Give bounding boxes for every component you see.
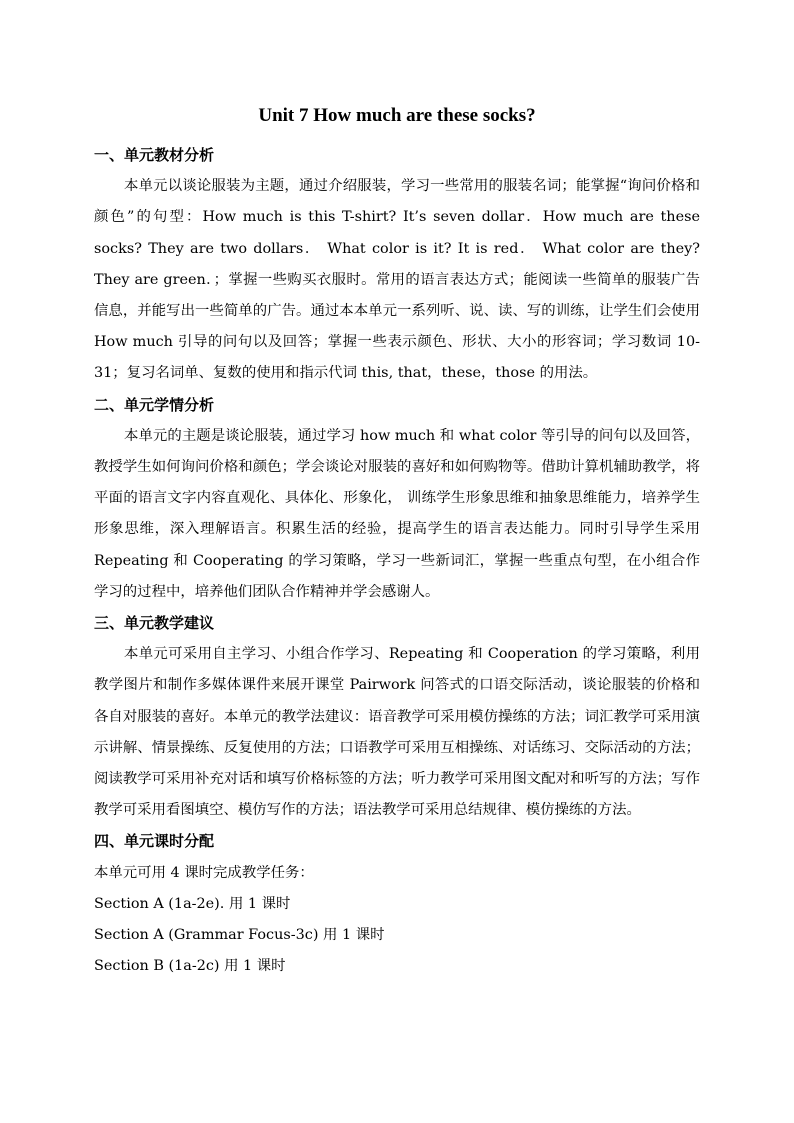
section-paragraph: 本单元可采用自主学习、小组合作学习、Repeating 和 Cooperation 的学习策略，利用教学图片和制作多媒体课件来展开课堂 Pairwork 问答式的口语交际活动，谈论服装的价格和各自对服装的喜好。本单元的教学法建议：语音教学可采用模仿操练的方法；词汇教学可采用演示讲解、情景操练、反复使用的方法；口语教学可采用互相操练、对话练习、交际活动的方法；阅读教学可采用补充对话和填写价格标签的方法；听力教学可采用图文配对和听写的方法；写作教学可采用看图填空、模仿写作的方法；语法教学可采用总结规律、模仿操练的方法。 (94, 646, 700, 819)
document-title: Unit 7 How much are these socks? (258, 105, 536, 126)
section-textbook-analysis (94, 140, 700, 390)
allocation-line: Section B (1a-2c) 用 1 课时 (94, 958, 286, 975)
section-paragraph: 本单元的主题是谈论服装，通过学习 how much 和 what color 等引导的问句以及回答，教授学生如何询问价格和颜色；学会谈论对服装的喜好和如何购物等。借助计算机辅助教学，将平面的语言文字内容直观化、具体化、形象化， 训练学生形象思维和抽象思维能力，培养学生形象思维，深入理解语言。积累生活的经验，提高学生的语言表达能力。同时引导学生采用 Repeating 和 Cooperating 的学习策略，学习一些新词汇，掌握一些重点句型，在小组合作学习的过程中，培养他们团队合作精神并学会感谢人。 (94, 427, 700, 600)
section-heading: 四、单元课时分配 (94, 832, 215, 851)
allocation-line: Section A (Grammar Focus-3c) 用 1 课时 (94, 927, 385, 944)
section-student-analysis (94, 390, 700, 608)
section-heading: 一、单元教材分析 (94, 146, 215, 164)
allocation-line: Section A (1a-2e). 用 1 课时 (94, 895, 291, 912)
section-lesson-allocation (94, 826, 700, 982)
section-paragraph: 本单元以谈论服装为主题，通过介绍服装，学习一些常用的服装名词；能掌握“询问价格和颜色”的句型：How much is this T-shirt? It’s seven dollar．How much are these socks? They are two dollars． What color is it? It is red． What color are they? They are green．；掌握一些购买衣服时。常用的语言表达方式；能阅读一些简单的服装广告信息，并能写出一些简单的广告。通过本本单元一系列听、说、读、写的训练，让学生们会使用 How much 引导的问句以及回答；掌握一些表示颜色、形状、大小的形容词；学习数词 10-31；复习名词单、复数的使用和指示代词 this, that，these，those 的用法。 (94, 178, 700, 382)
section-teaching-suggestions (94, 608, 700, 826)
section-heading: 二、单元学情分析 (94, 395, 215, 414)
document-body (94, 140, 700, 982)
section-heading: 三、单元教学建议 (94, 614, 215, 633)
allocation-line: 本单元可用 4 课时完成教学任务： (94, 864, 314, 881)
